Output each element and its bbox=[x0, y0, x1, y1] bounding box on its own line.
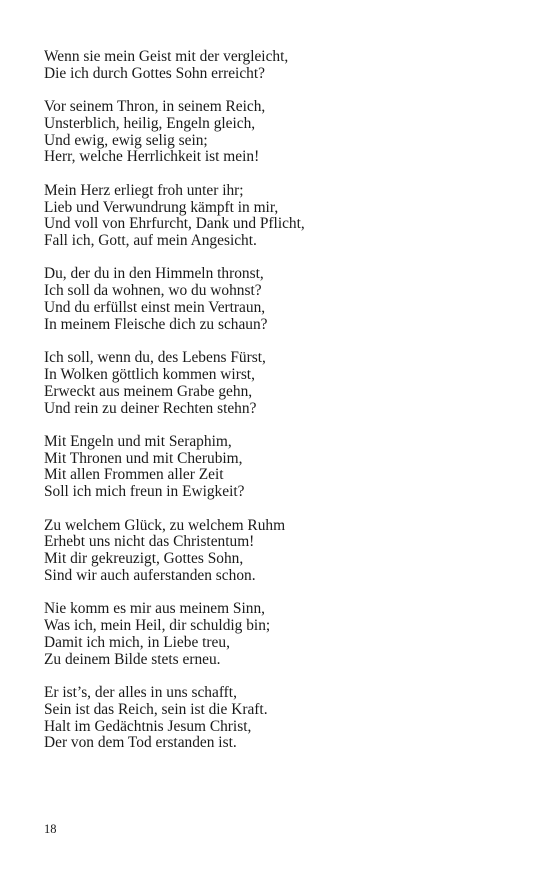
stanza bbox=[44, 685, 524, 752]
poem-line: In meinem Fleische dich zu schaun? bbox=[44, 315, 268, 333]
poem-line: Und voll von Ehrfurcht, Dank und Pflicht, bbox=[44, 215, 305, 233]
stanza bbox=[44, 183, 524, 250]
poem-line: Mit Engeln und mit Seraphim, bbox=[44, 432, 232, 450]
poem-line: Was ich, mein Heil, dir schuldig bin; bbox=[44, 617, 271, 635]
stanza bbox=[44, 49, 524, 83]
poem-line: Ich soll, wenn du, des Lebens Fürst, bbox=[44, 349, 266, 367]
poem-line: Mein Herz erliegt froh unter ihr; bbox=[44, 181, 244, 199]
poem-line: Er ist’s, der alles in uns schafft, bbox=[44, 683, 237, 701]
poem-line: Du, der du in den Himmeln thronst, bbox=[44, 265, 264, 283]
poem-line: Und ewig, ewig selig sein; bbox=[44, 131, 208, 149]
stanza bbox=[44, 601, 524, 668]
poem-line: Lieb und Verwundrung kämpft in mir, bbox=[44, 198, 279, 216]
poem-line: Der von dem Tod erstanden ist. bbox=[44, 734, 237, 752]
poem-line: Vor seinem Thron, in seinem Reich, bbox=[44, 98, 266, 116]
poem-line: Nie komm es mir aus meinem Sinn, bbox=[44, 600, 265, 618]
poem-line: Sein ist das Reich, sein ist die Kraft. bbox=[44, 700, 268, 718]
stanza bbox=[44, 518, 524, 585]
poem-line: Soll ich mich freun in Ewigkeit? bbox=[44, 483, 245, 501]
poem-line: Und rein zu deiner Rechten stehn? bbox=[44, 399, 257, 417]
poem-line: Herr, welche Herrlichkeit ist mein! bbox=[44, 148, 260, 166]
poem-line: Mit dir gekreuzigt, Gottes Sohn, bbox=[44, 550, 244, 568]
stanza bbox=[44, 350, 524, 417]
poem-line: Erhebt uns nicht das Christentum! bbox=[44, 533, 255, 551]
poem-line: Fall ich, Gott, auf mein Angesicht. bbox=[44, 232, 257, 250]
poem-line: Damit ich mich, in Liebe treu, bbox=[44, 633, 230, 651]
stanza bbox=[44, 266, 524, 333]
poem-line: Sind wir auch auferstanden schon. bbox=[44, 566, 256, 584]
poem-line: Unsterblich, heilig, Engeln gleich, bbox=[44, 114, 256, 132]
poem-line: In Wolken göttlich kommen wirst, bbox=[44, 365, 255, 383]
poem-line: Mit allen Frommen aller Zeit bbox=[44, 466, 224, 484]
poem-body bbox=[44, 49, 524, 769]
poem-line: Wenn sie mein Geist mit der vergleicht, bbox=[44, 48, 289, 65]
stanza bbox=[44, 434, 524, 501]
poem-line: Und du erfüllst einst mein Vertraun, bbox=[44, 299, 266, 317]
poem-line: Ich soll da wohnen, wo du wohnst? bbox=[44, 282, 262, 300]
poem-line: Zu welchem Glück, zu welchem Ruhm bbox=[44, 516, 286, 534]
poem-line: Mit Thronen und mit Cherubim, bbox=[44, 449, 243, 467]
poem-line: Erweckt aus meinem Grabe gehn, bbox=[44, 382, 253, 400]
stanza bbox=[44, 99, 524, 166]
page-number: 18 bbox=[44, 822, 57, 836]
poem-line: Halt im Gedächtnis Jesum Christ, bbox=[44, 717, 252, 735]
poem-line: Die ich durch Gottes Sohn erreicht? bbox=[44, 64, 265, 82]
poem-line: Zu deinem Bilde stets erneu. bbox=[44, 650, 221, 668]
